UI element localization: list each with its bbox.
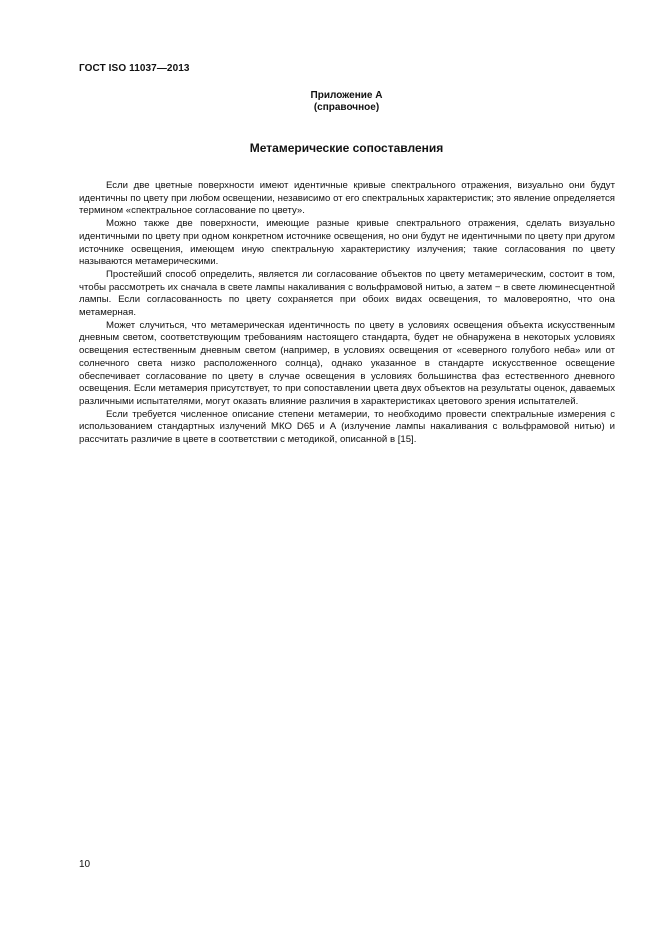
page-number: 10 <box>79 859 91 870</box>
appendix-type: (справочное) <box>313 102 380 113</box>
appendix-heading <box>0 90 661 114</box>
paragraph: Можно также две поверхности, имеющие разные кривые спектрального отражения, сделать визуально идентичными по цвету при одном конкретном источнике освещения, но они будут не идентичными по цвету при другом источнике освещения, имеющем иную спектральную характеристику излучения; такие согласования по цвету называются метамерическими. <box>79 218 615 268</box>
section-title: Метамерические сопоставления <box>249 141 444 155</box>
appendix-label: Приложение А <box>310 90 383 101</box>
paragraph: Может случиться, что метамерическая идентичность по цвету в условиях освещения объекта искусственным дневным светом, соответствующим требованиям настоящего стандарта, будет не обнаружена в некоторых условиях освещения естественным дневным светом (например, в условиях освещения от «северного голубого неба» или от солнечного света низко расположенного солнца), однако указанное в стандарте искусственное освещение обеспечивает согласование по цвету в случае освещения в условиях большинства фаз естественного дневного освещения. Если метамерия присутствует, то при сопоставлении цвета двух объектов на результаты оценок, даваемых различными испытателями, могут оказать влияние различия в характеристиках цветового зрения испытателей. <box>79 319 615 407</box>
paragraph: Если требуется численное описание степени метамерии, то необходимо провести спектральные измерения с использованием стандартных излучений МКО D65 и А (излучение лампы накаливания с вольфрамовой нитью) и рассчитать различие в цвете в соответствии с методикой, описанной в [15]. <box>79 408 615 446</box>
paragraph: Если две цветные поверхности имеют идентичные кривые спектрального отражения, визуально они будут идентичны по цвету при любом освещении, независимо от его спектральных характеристик; это явление определяется термином «спектральное согласование по цвету». <box>79 180 615 217</box>
body-text <box>79 180 615 447</box>
standard-code-header: ГОСТ ISO 11037—2013 <box>79 63 190 74</box>
paragraph: Простейший способ определить, является ли согласование объектов по цвету метамерическим, состоит в том, чтобы рассмотреть их сначала в свете лампы накаливания с вольфрамовой нитью, а затем − в свете люминесцентной лампы. Если согласованность по цвету сохраняется при обоих видах освещения, то маловероятно, что она метамерная. <box>79 268 615 319</box>
